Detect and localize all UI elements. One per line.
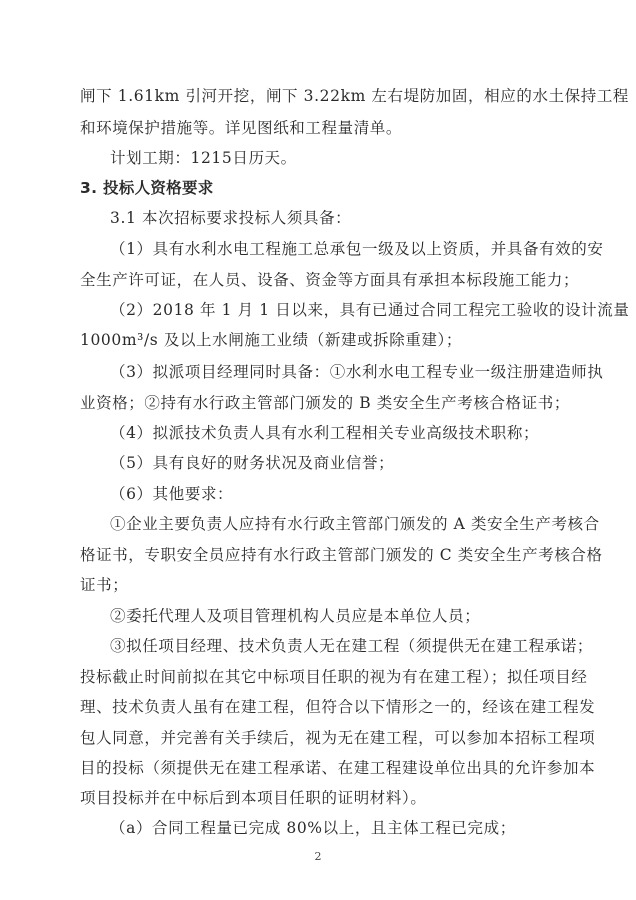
section-heading: 3. 投标人资格要求 xyxy=(80,179,214,197)
condition-item-a: （a）合同工程量已完成 80%以上，且主体工程已完成； xyxy=(110,819,516,837)
body-text-line: 包人同意，并完善有关手续后，视为无在建工程，可以参加本招标工程项 xyxy=(80,729,596,747)
requirement-item-6: （6）其他要求： xyxy=(110,485,234,503)
requirement-item-4: （4）拟派技术负责人具有水利工程相关专业高级技术职称； xyxy=(110,424,540,442)
body-text-line: 目的投标（须提供无在建工程承诺、在建工程建设单位出具的允许参加本 xyxy=(80,759,596,777)
body-text-line: 证书； xyxy=(80,576,129,594)
other-requirement-2: ②委托代理人及项目管理机构人员应是本单位人员； xyxy=(110,607,481,625)
body-text-line: 1000m³/s 及以上水闸施工业绩（新建或拆除重建）； xyxy=(80,331,463,349)
requirement-item-3: （3）拟派项目经理同时具备：①水利水电工程专业一级注册建造师执 xyxy=(110,363,604,381)
body-text-line: 理、技术负责人虽有在建工程，但符合以下情形之一的，经该在建工程发 xyxy=(80,698,596,716)
body-text-line: 项目投标并在中标后到本项目任职的证明材料）。 xyxy=(80,789,427,807)
schedule-line: 计划工期：1215日历天。 xyxy=(110,149,297,167)
body-text-line: 投标截止时间前拟在其它中标项目任职的视为有在建工程）；拟任项目经 xyxy=(80,668,588,686)
other-requirement-1: ①企业主要负责人应持有水行政主管部门颁发的 A 类安全生产考核合 xyxy=(110,515,600,533)
body-text-line: 格证书，专职安全员应持有水行政主管部门颁发的 C 类安全生产考核合格 xyxy=(80,546,603,564)
body-text-line: 业资格；②持有水行政主管部门颁发的 B 类安全生产考核合格证书； xyxy=(80,394,570,412)
requirement-item-1: （1）具有水利水电工程施工总承包一级及以上资质，并具备有效的安 xyxy=(110,240,604,258)
requirement-item-5: （5）具有良好的财务状况及商业信誉； xyxy=(110,454,395,472)
body-text-line: 闸下 1.61km 引河开挖，闸下 3.22km 左右堤防加固，相应的水土保持工程 xyxy=(80,87,630,105)
page-number: 2 xyxy=(314,850,322,863)
body-text-line: 和环境保护措施等。详见图纸和工程量清单。 xyxy=(80,119,403,137)
other-requirement-3: ③拟任项目经理、技术负责人无在建工程（须提供无在建工程承诺； xyxy=(110,637,594,655)
requirement-item-2: （2）2018 年 1 月 1 日以来，具有已通过合同工程完工验收的设计流量 xyxy=(110,301,630,319)
body-text-line: 全生产许可证，在人员、设备、资金等方面具有承担本标段施工能力； xyxy=(80,271,580,289)
subsection-line: 3.1 本次招标要求投标人须具备： xyxy=(110,209,352,227)
